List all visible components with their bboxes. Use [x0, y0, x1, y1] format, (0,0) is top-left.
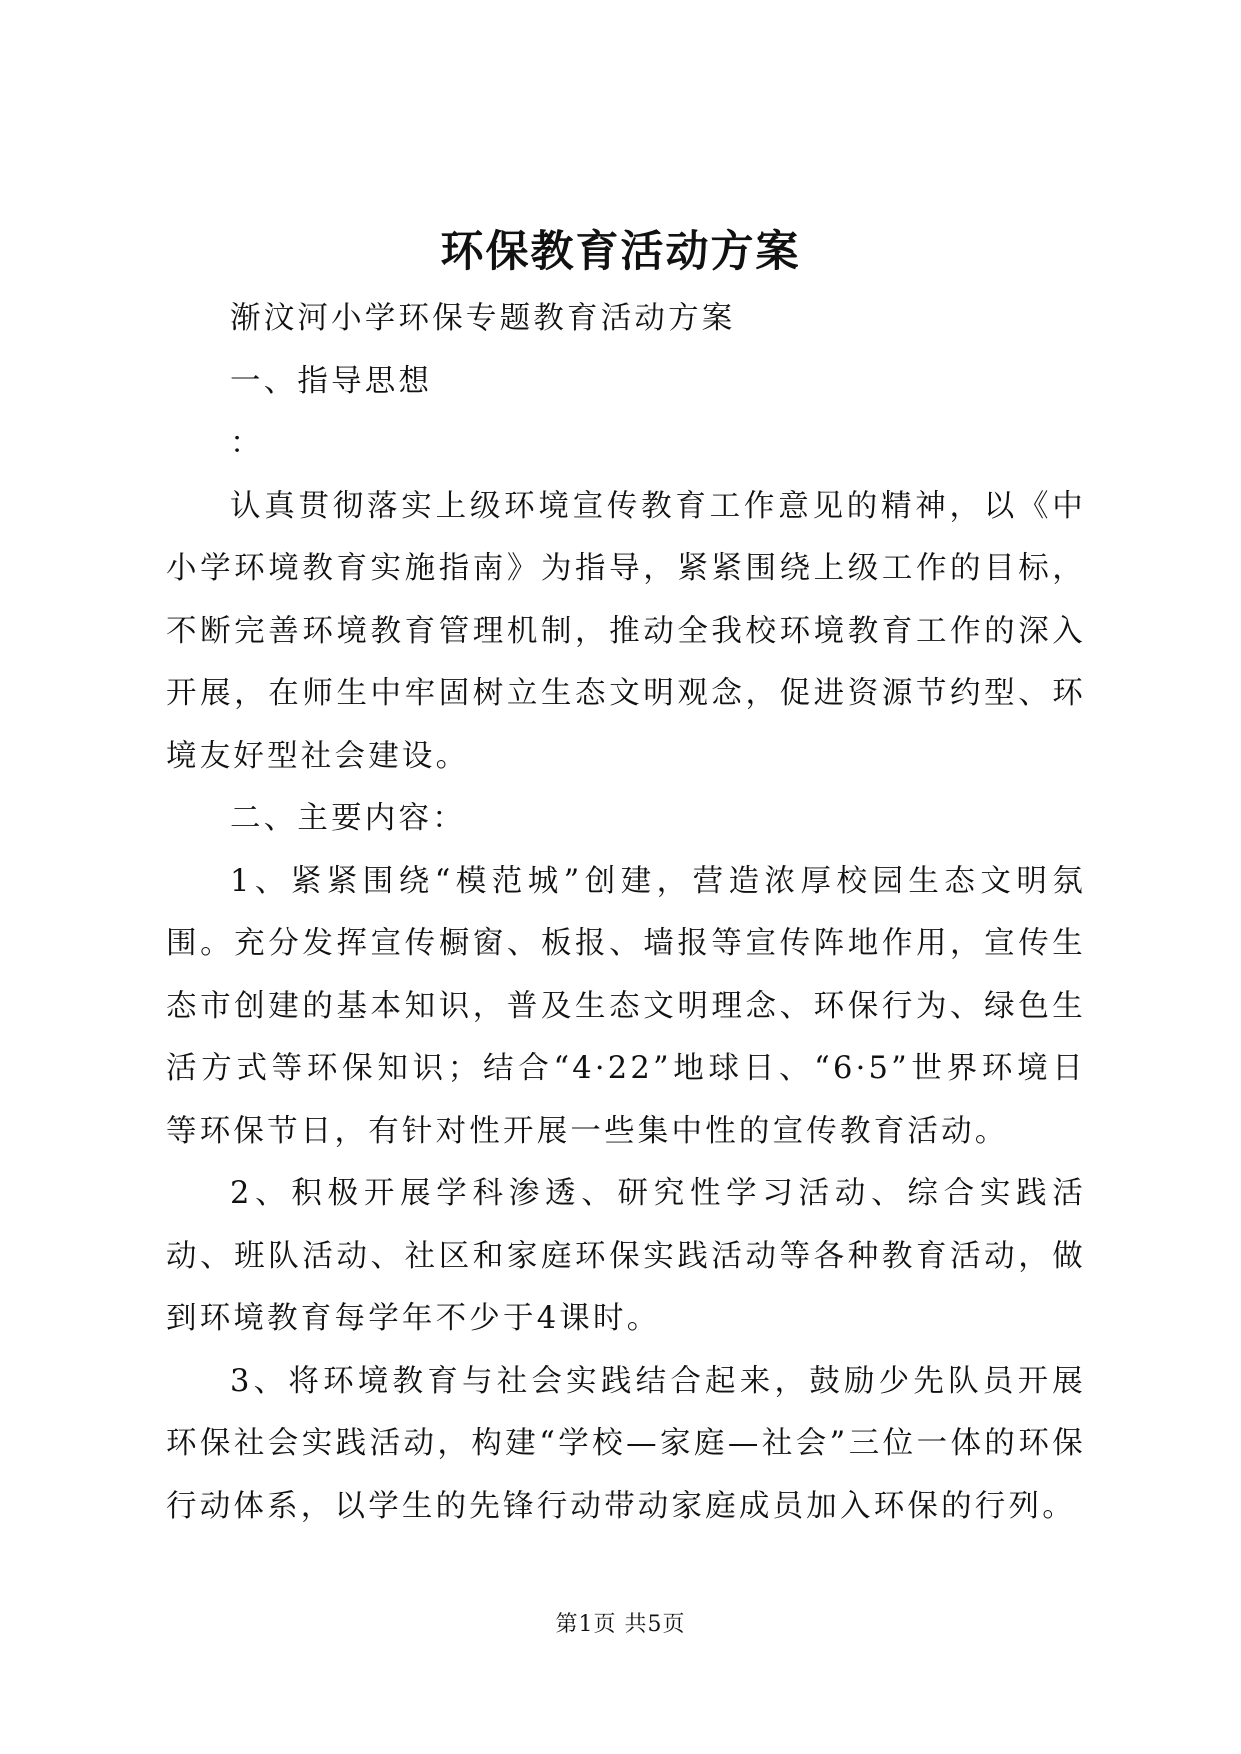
document-body — [166, 288, 1086, 1538]
paragraph-item-2: 2、积极开展学科渗透、研究性学习活动、综合实践活动、班队活动、社区和家庭环保实践活动等各种教育活动，做到环境教育每学年不少于4课时。 — [166, 1176, 1086, 1336]
section-heading-main-content: 二、主要内容： — [230, 801, 466, 836]
paragraph-item-3: 3、将环境教育与社会实践结合起来，鼓励少先队员开展环保社会实践活动，构建“学校—家庭—社会”三位一体的环保行动体系，以学生的先锋行动带动家庭成员加入环保的行列。 — [166, 1363, 1086, 1524]
paragraph-colon: ： — [230, 426, 264, 461]
section-heading-guiding-thought: 一、指导思想 — [230, 363, 433, 399]
paragraph-subtitle: 渐汶河小学环保专题教育活动方案 — [230, 301, 736, 336]
document-title: 环保教育活动方案 — [440, 227, 801, 277]
paragraph-item-1: 1、紧紧围绕“模范城”创建，营造浓厚校园生态文明氛围。充分发挥宣传橱窗、板报、墙报等宣传阵地作用，宣传生态市创建的基本知识，普及生态文明理念、环保行为、绿色生活方式等环保知识；结合“4·22”地球日、“6·5”世界环境日等环保节日，有针对性开展一些集中性的宣传教育活动。 — [166, 863, 1086, 1149]
paragraph-guiding-thought: 认真贯彻落实上级环境宣传教育工作意见的精神，以《中小学环境教育实施指南》为指导，紧紧围绕上级工作的目标，不断完善环境教育管理机制，推动全我校环境教育工作的深入开展，在师生中牢固树立生态文明观念，促进资源节约型、环境友好型社会建设。 — [166, 488, 1086, 774]
page-footer: 第1页 共5页 — [555, 1612, 686, 1637]
